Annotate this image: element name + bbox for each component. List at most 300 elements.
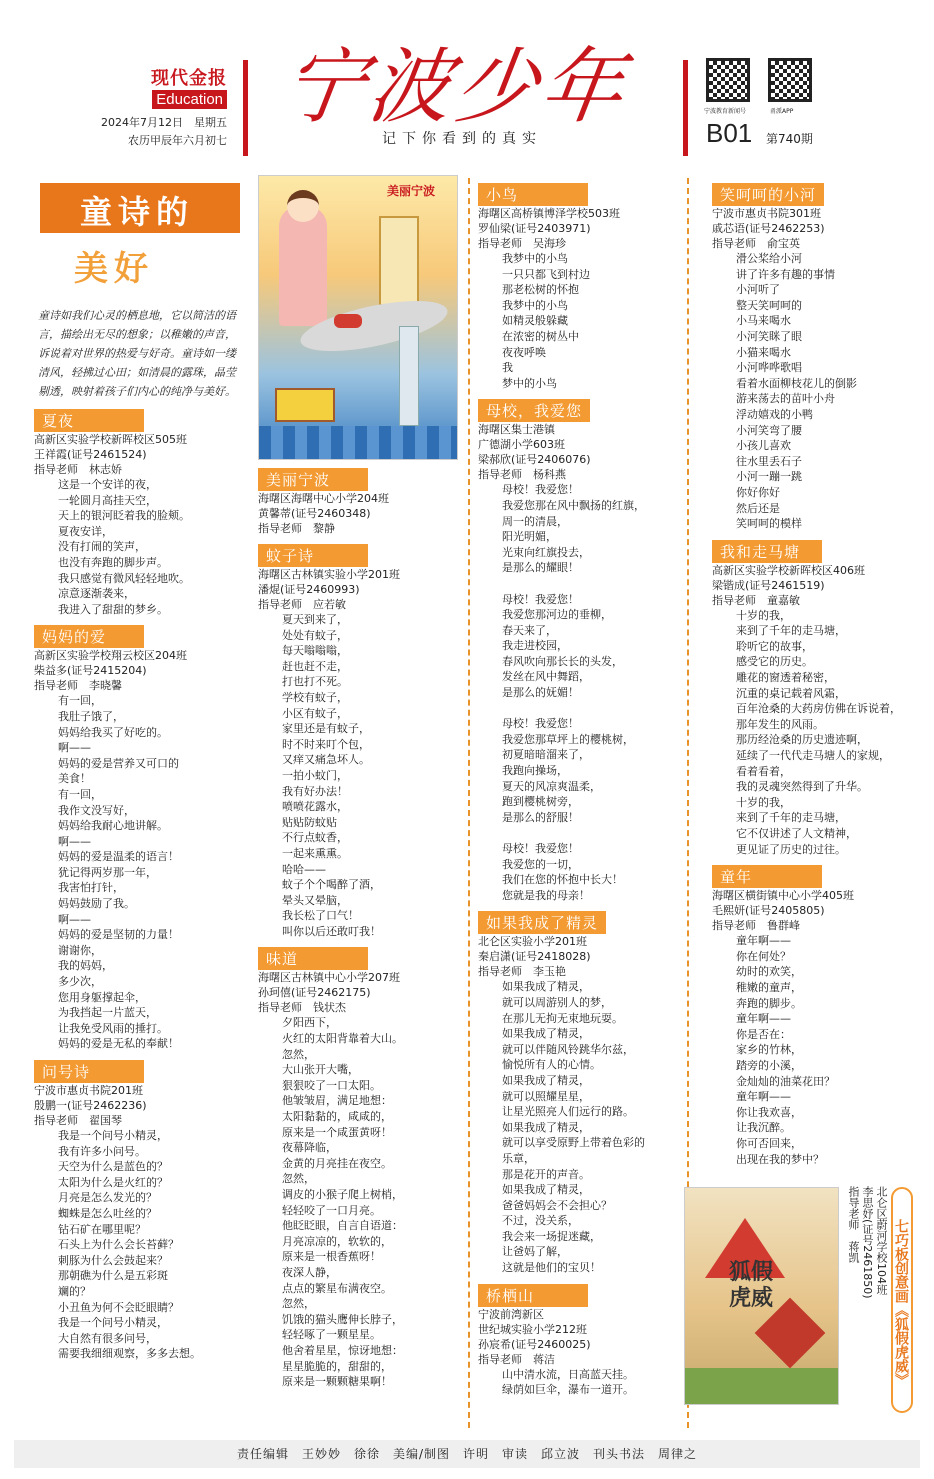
poem-title: 味道 [258, 947, 368, 970]
poem-author: 戚芯语(证号2462253) [712, 222, 825, 235]
poem-line: 山中清水流，日高蓝天挂。 [502, 1367, 634, 1381]
poem-line: 你在何处？ [736, 949, 791, 963]
poem-line: 时不时来叮个包， [282, 737, 370, 751]
poem-line: 母校！我爱您！ [502, 717, 579, 731]
poem-line: 绿荫如巨伞，瀑布一道开。 [502, 1383, 634, 1397]
poem-line: 大山张开大嘴， [282, 1063, 359, 1077]
poem-line: 他皱皱眉，满足地想： [282, 1094, 392, 1108]
poem-line: 你可否回来， [736, 1136, 802, 1150]
poem-line: 蚊子个个喝醉了酒， [282, 878, 381, 892]
masthead-title: 宁波少年 [276, 40, 634, 135]
poem-teacher: 指导老师 黎静 [258, 522, 335, 535]
poem-line: 让星光照亮人们远行的路。 [502, 1105, 634, 1119]
section-banner [40, 183, 240, 233]
brand-education: Education [152, 90, 227, 109]
poem-line: 夏夜安详， [58, 524, 113, 538]
poem-line: 美食！ [58, 772, 91, 786]
poem-line: 小孩儿喜欢 [736, 439, 791, 453]
poem-block [34, 401, 244, 617]
poem-line: 妈妈鼓励了我。 [58, 897, 135, 911]
water-shape [259, 426, 458, 460]
poem-line: 童年啊—— [736, 1012, 791, 1026]
poem-author: 秦启潇(证号2418028) [478, 950, 591, 964]
poem-title: 小鸟 [478, 183, 588, 206]
poem-block [712, 857, 912, 1167]
poem-block [478, 175, 683, 391]
poem-line: 金黄的月亮挂在夜空。 [282, 1156, 392, 1170]
poem-line: 童年啊—— [736, 934, 791, 948]
poem-line: 赶也赶不走， [282, 659, 348, 673]
poem-line: 也没有奔跑的脚步声。 [58, 555, 168, 569]
poem-block [712, 175, 912, 532]
poem-line: 小河听了 [736, 283, 780, 297]
masthead-divider-right [683, 60, 688, 156]
poem-lines [478, 1367, 683, 1398]
poem-school: 海曙区古林镇中心小学207班 [258, 971, 400, 985]
poem-line: 小河哗哗歌唱 [736, 361, 802, 375]
poem-line: 需要我细细观察，多多去想。 [58, 1347, 201, 1361]
poem-line: 金灿灿的油菜花田？ [736, 1074, 835, 1088]
poem-line: 就可以照耀星星， [502, 1089, 590, 1103]
poem-school: 海曙区高桥镇博泽学校503班 [478, 207, 620, 220]
poem-line: 百年沧桑的大药房仿佛在诉说着， [736, 702, 901, 716]
poem-line: 愉悦所有人的心情。 [502, 1058, 601, 1072]
poem-line: 母校！我爱您！ [502, 483, 579, 497]
poem-line: 让我沉醉。 [736, 1121, 791, 1135]
poem-line: 周一的清晨， [502, 514, 568, 528]
poem-line: 这是一个安详的夜， [58, 478, 157, 491]
poem-line: 然后还是 [736, 501, 780, 515]
poem-line: 我肚子饿了， [58, 709, 124, 723]
poem-line: 夕阳西下， [282, 1016, 337, 1030]
poem-block [712, 532, 912, 858]
poem-author: 广德湖小学603班 [478, 438, 565, 452]
poem-author: 黄馨蒂(证号2460348) [258, 507, 371, 520]
girl-figure [279, 206, 327, 326]
poem-line: 初夏暗暗溜来了， [502, 748, 590, 762]
column-3 [478, 175, 683, 1398]
poem-line: 夜深人静， [282, 1265, 337, 1279]
poem-line: 幼时的欢笑， [736, 965, 802, 979]
poem-teacher: 指导老师 翟国琴 [34, 1114, 122, 1127]
poem-line: 点点的繁星布满夜空。 [282, 1281, 392, 1295]
poem-school: 宁波前湾新区 [478, 1307, 544, 1321]
issue-date: 2024年7月12日 星期五 [101, 116, 227, 129]
poem-list [712, 175, 912, 1167]
poem-line: 我爱您那在风中飘扬的红旗， [502, 498, 645, 512]
poem-line: 太阳黏黏的，咸咸的， [282, 1110, 392, 1124]
tangram-painting [684, 1187, 839, 1405]
poem-block [258, 536, 463, 939]
poem-line: 轻轻啄了一颗星星。 [282, 1328, 381, 1342]
poem-line: 夏天的风凉爽温柔， [502, 779, 601, 793]
poem-line: 如果我成了精灵， [502, 1027, 590, 1041]
column-1 [34, 175, 244, 1362]
poem-title: 夏夜 [34, 409, 144, 432]
poem-line: 十岁的我， [736, 795, 791, 809]
masthead-divider-left [243, 60, 248, 156]
poem-line: 妈妈的爱是无私的奉献！ [58, 1037, 179, 1051]
poem-line: 爸爸妈妈会不会担心？ [502, 1198, 612, 1212]
poem-line: 奔跑的脚步。 [736, 996, 802, 1010]
poem-line: 我走进校园， [502, 639, 568, 653]
pagoda-shape [379, 216, 419, 306]
masthead-slogan: 记下你看到的真实 [382, 131, 542, 147]
poem-line: 春风吹向那长长的头发， [502, 654, 623, 668]
poem-title: 如果我成了精灵 [478, 911, 606, 934]
poem-line: 如果我成了精灵， [502, 1120, 590, 1134]
poem-line: 延续了一代代走马塘人的家规， [736, 749, 890, 763]
poem-line: 我会来一场捉迷藏， [502, 1229, 601, 1243]
poem-school: 高新区实验学校新晖校区406班 [712, 563, 865, 577]
poem-title: 桥栖山 [478, 1284, 588, 1307]
poem-line: 让我免受风雨的捶打。 [58, 1021, 168, 1035]
poem-line: 母校！我爱您！ [502, 592, 579, 606]
poem-line: 那朝礁为什么是五彩斑 [58, 1269, 168, 1283]
column-divider [468, 178, 470, 1428]
poem-school: 海曙区横街镇中心小学405班 [712, 889, 854, 903]
poem-line: 石头上为什么会长苔藓？ [58, 1238, 179, 1252]
poem-lines [258, 1015, 463, 1389]
poem-line: 小河一蹦一跳 [736, 470, 802, 484]
poem-line: 一拍小蚊门， [282, 768, 348, 782]
poem-line: 如精灵般躲藏 [502, 314, 568, 328]
poem-author: 王祥霞(证号2461524) [34, 448, 147, 461]
qr-code-icon[interactable] [768, 58, 812, 102]
poem-line: 轻轻咬了一口月亮。 [282, 1203, 381, 1217]
poem-line: 妈妈的爱是营养又可口的 [58, 756, 179, 770]
poem-school: 宁波市惠贞书院201班 [34, 1084, 143, 1097]
poem-line: 让爸妈了解， [502, 1245, 568, 1259]
poem-lines [34, 1128, 244, 1362]
poem-line: 夏天到来了， [282, 613, 348, 626]
qr-caption: 甬派APP [770, 108, 794, 115]
poem-line: 跑到樱桃树旁， [502, 795, 579, 809]
poem-line: 刺豚为什么会鼓起来？ [58, 1253, 168, 1267]
poem-line: 我进入了甜甜的梦乡。 [58, 602, 168, 616]
poem-teacher: 指导老师 李玉艳 [478, 965, 566, 979]
poem-line: 来到了千年的走马塘， [736, 811, 846, 825]
poem-line: 太阳为什么是火红的？ [58, 1175, 168, 1189]
poem-block [34, 1052, 244, 1362]
poem-line: 犹记得两岁那一年， [58, 865, 157, 879]
poem-line: 为我挡起一片蓝天， [58, 1006, 157, 1020]
poem-school: 海曙区海曙中心小学204班 [258, 492, 389, 505]
poem-line: 小区有蚊子， [282, 706, 348, 720]
poem-teacher: 指导老师 应若敏 [258, 598, 346, 611]
issue-number: 第740期 [766, 132, 813, 146]
poem-line: 又痒又痛急坏人。 [282, 753, 370, 767]
poem-line: 月亮是怎么发光的？ [58, 1191, 157, 1205]
poem-line: 妈妈给我耐心地讲解。 [58, 819, 168, 833]
poem-line: 我是一个问号小精灵， [58, 1129, 168, 1142]
poem-line: 我爱您那草坪上的樱桃树， [502, 732, 634, 746]
poem-line: 我梦中的小鸟 [502, 298, 568, 312]
poem-line: 忽然， [282, 1047, 315, 1061]
poem-line: 学校有蚊子， [282, 690, 348, 704]
poem-teacher: 指导老师 蒋洁 [478, 1352, 555, 1366]
poem-line: 夜夜呼唤 [502, 345, 546, 359]
poem-line: 我的妈妈， [58, 959, 113, 973]
intro-text: 童诗如我们心灵的栖息地，它以简洁的语言，描绘出无尽的想象；以稚嫩的声音，诉说着对世界的热爱与好奇。童诗如一缕清风，轻拂过心田；如清晨的露珠，晶莹剔透，映射着孩子们内心的纯净与美好。 [38, 309, 236, 398]
poem-line: 火红的太阳背靠着大山。 [282, 1032, 403, 1046]
poem-line: 您就是我的母亲！ [502, 888, 590, 902]
poem-line [502, 825, 683, 841]
poem-line: 斓的？ [58, 1284, 91, 1298]
poem-line: 天空为什么是蓝色的？ [58, 1160, 168, 1174]
poem-line: 十岁的我， [736, 608, 791, 622]
poem-lines [712, 251, 912, 532]
poem-line: 看着看着， [736, 764, 791, 778]
poem-teacher: 指导老师 钱状杰 [258, 1001, 346, 1015]
poem-line: 浮动嬉戏的小鸭 [736, 407, 813, 421]
painting-image [258, 175, 458, 460]
poem-author: 潘焜(证号2460993) [258, 583, 360, 596]
poem-line: 我是一个问号小精灵， [58, 1316, 168, 1330]
poem-line: 小猫来喝水 [736, 345, 791, 359]
grass-shape [685, 1368, 839, 1405]
poem-teacher: 指导老师 林志娇 [34, 463, 122, 476]
poem-line: 我梦中的小鸟 [502, 252, 568, 265]
poem-title: 妈妈的爱 [34, 625, 144, 648]
poem-line: 你是否在： [736, 1027, 791, 1041]
poem-school: 宁波市惠贞书院301班 [712, 207, 821, 220]
poem-line: 大自然有很多问号， [58, 1331, 157, 1345]
poem-line: 忽然， [282, 1172, 315, 1186]
poem-line: 踏旁的小溪， [736, 1058, 802, 1072]
poem-teacher: 指导老师 鲁群峰 [712, 919, 800, 933]
banner-title: 童诗的 [80, 193, 195, 231]
poem-line: 母校！我爱您！ [502, 842, 579, 855]
poem-line: 来到了千年的走马塘， [736, 624, 846, 638]
qr-code-icon[interactable] [706, 58, 750, 102]
poem-line: 发丝在风中舞蹈， [502, 670, 590, 684]
poem-school: 高新区实验学校翔云校区204班 [34, 649, 187, 663]
poem-line: 啊—— [58, 741, 91, 755]
lunar-date: 农历甲辰年六月初七 [128, 134, 227, 147]
poem-line: 他眨眨眼，自言自语道： [282, 1219, 403, 1233]
poem-line: 我有许多小问号。 [58, 1144, 146, 1158]
painting-title-vertical: 七巧板创意画《狐假虎威》 [891, 1187, 913, 1413]
poem-title: 蚊子诗 [258, 544, 368, 567]
poem-line: 它不仅讲述了人文精神， [736, 827, 857, 840]
poem-teacher: 孙宸希(证号2460025) [478, 1337, 591, 1351]
poem-line: 原来是一颗颗糖果啊！ [282, 1375, 392, 1389]
poem-line: 梦中的小鸟 [502, 376, 557, 390]
poem-title: 母校，我爱您 [478, 399, 590, 422]
poem-line: 我爱您的一切， [502, 857, 579, 871]
poem-line: 我长松了口气！ [282, 909, 359, 923]
painting-school: 北仑区蔚河学校104班 [875, 1186, 888, 1295]
poem-line: 不行点蚊香， [282, 831, 348, 845]
poem-line: 家乡的竹林， [736, 1043, 802, 1057]
poem-school: 北仑区实验小学201班 [478, 935, 587, 949]
poem-line: 没有打闹的笑声， [58, 540, 146, 554]
poem-line: 每天嗡嗡嗡， [282, 644, 348, 658]
poem-block [478, 391, 683, 903]
poem-line: 忽然， [282, 1297, 315, 1311]
poem-line: 谢谢你， [58, 943, 102, 957]
poem-line: 晕头又晕脑， [282, 893, 348, 907]
poem-line: 沉重的桌记载着风霜， [736, 686, 846, 700]
brand-name: 现代金报 [151, 68, 227, 89]
poem-line: 童年啊—— [736, 1090, 791, 1104]
poem-block [478, 1276, 683, 1398]
painting-label: 狐假虎威 [729, 1260, 774, 1311]
poem-line: 我有好办法！ [282, 784, 348, 798]
poem-line: 那历经沧桑的历史遗迹啊， [736, 733, 868, 747]
poem-block [258, 939, 463, 1389]
poem-line: 往水里丢石子 [736, 454, 802, 468]
poem-line: 就可以伴随风铃跳华尔兹， [502, 1042, 634, 1056]
poem-line: 春天来了， [502, 623, 557, 637]
poem-line: 小河笑弯了腰 [736, 423, 802, 437]
girl-head [287, 190, 319, 222]
poem-lines [478, 979, 683, 1275]
poem-line: 夜幕降临， [282, 1141, 337, 1155]
poem-teacher: 指导老师 吴海珍 [478, 237, 566, 250]
poem-line: 喷喷花露水， [282, 800, 348, 814]
poem-lines [478, 251, 683, 391]
poem-author: 孙珂僖(证号2462175) [258, 986, 371, 1000]
poem-title: 美丽宁波 [258, 468, 368, 491]
poem-line: 是那么的舒服！ [502, 810, 579, 824]
poem-lines [34, 693, 244, 1052]
poem-line: 妈妈的爱是温柔的语言！ [58, 850, 179, 864]
poem-teacher: 指导老师 俞宝英 [712, 237, 800, 250]
poem-line: 是那么的耀眼！ [502, 561, 579, 575]
poem-line: 就可以享受原野上带着色彩的 [502, 1136, 645, 1150]
poem-line: 有一回， [58, 694, 102, 708]
poem-line: 小河笑眯了眼 [736, 329, 802, 343]
poem-line: 笑呵呵的模样 [736, 517, 802, 531]
poem-lines [712, 933, 912, 1167]
poem-teacher: 指导老师 李晓馨 [34, 679, 122, 693]
poem-line: 我作文没写好， [58, 803, 135, 817]
poem-line: 出现在我的梦中？ [736, 1152, 824, 1166]
qr-caption: 宁波教育新闻号 [704, 108, 747, 115]
poem-line: 滑公桨给小河 [736, 252, 802, 265]
poem-line: 他舍着星星，惊讶地想： [282, 1343, 403, 1357]
poem-line: 原来是一根香蕉呀！ [282, 1250, 381, 1264]
poem-line: 啊—— [58, 912, 91, 926]
masthead-left [82, 64, 227, 152]
footer-credits: 责任编辑 王妙妙 徐徐 美编/制图 许明 审读 邱立波 刊头书法 周律之 [14, 1440, 920, 1468]
painting-teacher: 指导老师 蒋凯 [847, 1186, 860, 1263]
poem-line: 如果我成了精灵， [502, 1183, 590, 1197]
poem-author: 殷鹏一(证号2462236) [34, 1099, 147, 1112]
boat-shape [275, 388, 335, 422]
poem-line: 叫你以后还敢叮我！ [282, 924, 381, 938]
poem-line: 星星脆脆的，甜甜的， [282, 1359, 392, 1373]
painting-author: 李思妤(证号2461850) [861, 1186, 874, 1299]
tower-shape [399, 326, 419, 426]
poem-line: 饥饿的猫头鹰伸长脖子， [282, 1312, 403, 1326]
poem-line: 狠狠咬了一口太阳。 [282, 1078, 381, 1092]
poem-line [502, 576, 683, 592]
poem-line: 啊—— [58, 834, 91, 848]
poem-line: 乐章， [502, 1151, 535, 1165]
poem-teacher: 指导老师 童嘉敏 [712, 593, 800, 607]
poem-lines [258, 612, 463, 939]
poem-line: 天上的银河眨着我的脸颊。 [58, 509, 190, 523]
poem-list [258, 460, 463, 1390]
poem-line: 那老松树的怀抱 [502, 283, 579, 297]
poem-line: 在那儿无拘无束地玩耍。 [502, 1011, 623, 1025]
poem-line: 贴贴防蚊贴 [282, 815, 337, 829]
poem-school: 海曙区集士港镇 [478, 423, 555, 437]
poem-line: 凉意逐渐袭来， [58, 587, 135, 601]
poem-line: 钻石矿在哪里呢？ [58, 1222, 146, 1236]
poem-list [478, 175, 683, 1398]
poem-line: 阳光明媚， [502, 530, 557, 544]
poem-line: 原来是一个咸蛋黄呀！ [282, 1125, 392, 1139]
poem-title: 问号诗 [34, 1060, 144, 1083]
poem-list [34, 401, 244, 1362]
poem-author: 世纪城实验小学212班 [478, 1322, 587, 1336]
poem-line: 游来荡去的苗叶小舟 [736, 392, 835, 406]
poem-line: 妈妈给我买了好吃的。 [58, 725, 168, 739]
poem-line: 一轮圆月高挂天空， [58, 493, 157, 507]
poem-line: 我跑向操场， [502, 764, 568, 778]
poem-line: 这就是他们的宝贝！ [502, 1261, 601, 1275]
poem-line: 不过，没关系， [502, 1214, 579, 1228]
poem-teacher: 指导老师 杨科燕 [478, 468, 566, 482]
poem-line: 在浓密的树丛中 [502, 329, 579, 343]
poem-line: 如果我成了精灵， [502, 1073, 590, 1087]
poem-school: 海曙区古林镇实验小学201班 [258, 568, 400, 581]
painting-label: 美丽宁波 [387, 184, 436, 198]
poem-line: 小马来喝水 [736, 314, 791, 328]
poem-line: 看着水面柳枝花儿的倒影 [736, 376, 857, 390]
car-shape [334, 314, 362, 328]
poem-school: 高新区实验学校新晖校区505班 [34, 433, 187, 446]
poem-line: 打也打不死。 [282, 675, 348, 689]
poem-line: 我只感觉有微风轻轻地吹。 [58, 571, 190, 585]
poem-line: 感受它的历史。 [736, 655, 813, 669]
poem-line: 你让我欢喜， [736, 1105, 802, 1119]
poem-line: 多少次， [58, 975, 102, 989]
poem-line: 我害怕打针， [58, 881, 124, 895]
poem-line [502, 701, 683, 717]
poem-line: 您用身躯撑起伞， [58, 990, 146, 1004]
poem-line: 妈妈的爱是坚韧的力量！ [58, 928, 179, 942]
poem-author: 毛熙妍(证号2405805) [712, 904, 825, 918]
poem-line: 有一回， [58, 787, 102, 801]
poem-line: 光束向红旗投去， [502, 545, 590, 559]
poem-title: 笑呵呵的小河 [712, 183, 824, 206]
poem-line: 家里还是有蚊子， [282, 722, 370, 736]
poem-line: 蜘蛛是怎么吐丝的？ [58, 1206, 157, 1220]
poem-line: 一只只都飞到村边 [502, 267, 590, 281]
poem-block [34, 617, 244, 1052]
poem-lines [712, 608, 912, 858]
column-4 [712, 175, 912, 1167]
poem-line: 小丑鱼为何不会眨眼睛？ [58, 1300, 179, 1314]
poem-line: 就可以周游别人的梦， [502, 995, 612, 1009]
poem-line: 一起来熏熏。 [282, 846, 348, 860]
column-2 [258, 175, 463, 1390]
poem-block [478, 903, 683, 1275]
poem-line: 那是花开的声音。 [502, 1167, 590, 1181]
poem-author: 柴益多(证号2415204) [34, 664, 147, 678]
poem-line: 我 [502, 361, 513, 375]
poem-line: 哈哈—— [282, 862, 326, 876]
poem-author: 梁锴成(证号2461519) [712, 578, 825, 592]
poem-line: 我爱您那河边的垂柳， [502, 608, 612, 622]
poem-line: 我的灵魂突然得到了升华。 [736, 780, 868, 794]
poem-teacher: 梁郝欣(证号2406076) [478, 453, 591, 467]
